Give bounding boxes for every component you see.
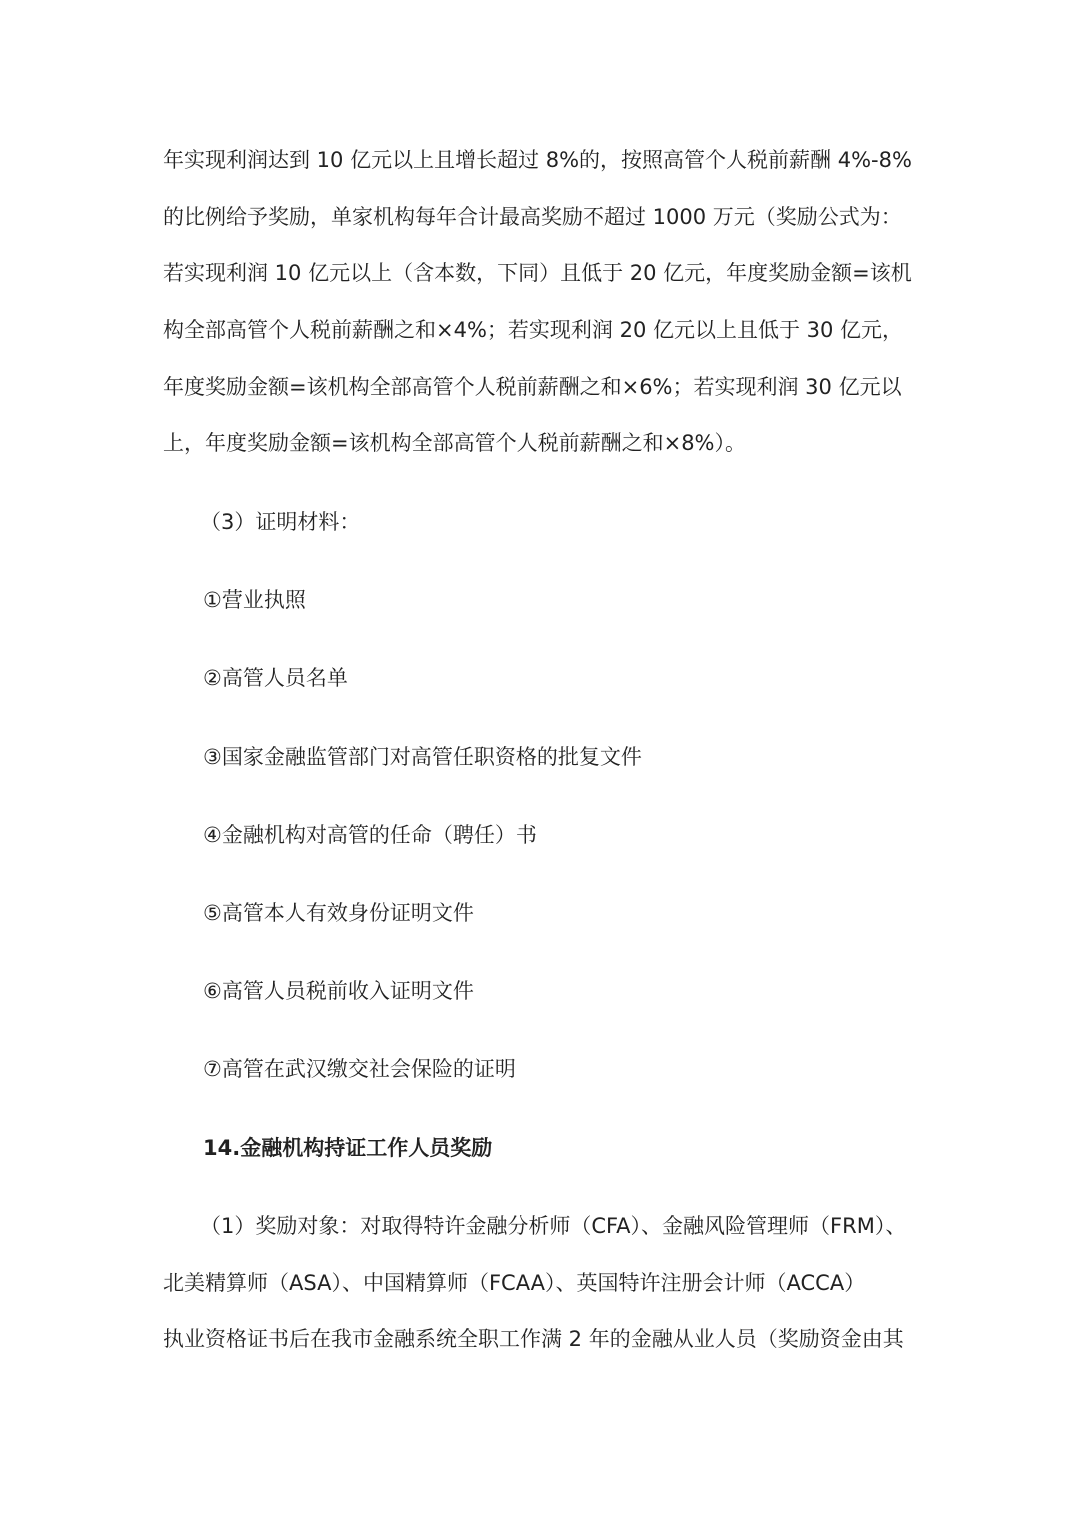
list-item: ②高管人员名单	[203, 666, 348, 690]
list-item: ①营业执照	[203, 588, 306, 612]
list-item: ④金融机构对高管的任命（聘任）书	[203, 823, 537, 847]
paragraph-line: 的比例给予奖励，单家机构每年合计最高奖励不超过 1000 万元（奖励公式为：	[163, 205, 902, 229]
paragraph-line: （1）奖励对象：对取得特许金融分析师（CFA）、金融风险管理师（FRM）、	[200, 1214, 907, 1238]
list-item: ③国家金融监管部门对高管任职资格的批复文件	[203, 745, 642, 769]
paragraph-line: 北美精算师（ASA）、中国精算师（FCAA）、英国特许注册会计师（ACCA）	[163, 1271, 866, 1295]
paragraph-line: 上，年度奖励金额=该机构全部高管个人税前薪酬之和×8%）。	[163, 431, 747, 455]
paragraph-line: 若实现利润 10 亿元以上（含本数，下同）且低于 20 亿元，年度奖励金额=该机	[163, 261, 912, 285]
paragraph-line: 构全部高管个人税前薪酬之和×4%；若实现利润 20 亿元以上且低于 30 亿元，	[163, 318, 904, 342]
list-item: ⑦高管在武汉缴交社会保险的证明	[203, 1057, 516, 1081]
proof-heading: （3）证明材料：	[200, 510, 361, 534]
paragraph-line: 年实现利润达到 10 亿元以上且增长超过 8%的，按照高管个人税前薪酬 4%-8%	[163, 148, 912, 172]
section-title: 14.金融机构持证工作人员奖励	[203, 1136, 493, 1160]
paragraph-line: 执业资格证书后在我市金融系统全职工作满 2 年的金融从业人员（奖励资金由其	[163, 1327, 904, 1351]
list-item: ⑥高管人员税前收入证明文件	[203, 979, 474, 1003]
list-item: ⑤高管本人有效身份证明文件	[203, 901, 474, 925]
paragraph-line: 年度奖励金额=该机构全部高管个人税前薪酬之和×6%；若实现利润 30 亿元以	[163, 375, 902, 399]
